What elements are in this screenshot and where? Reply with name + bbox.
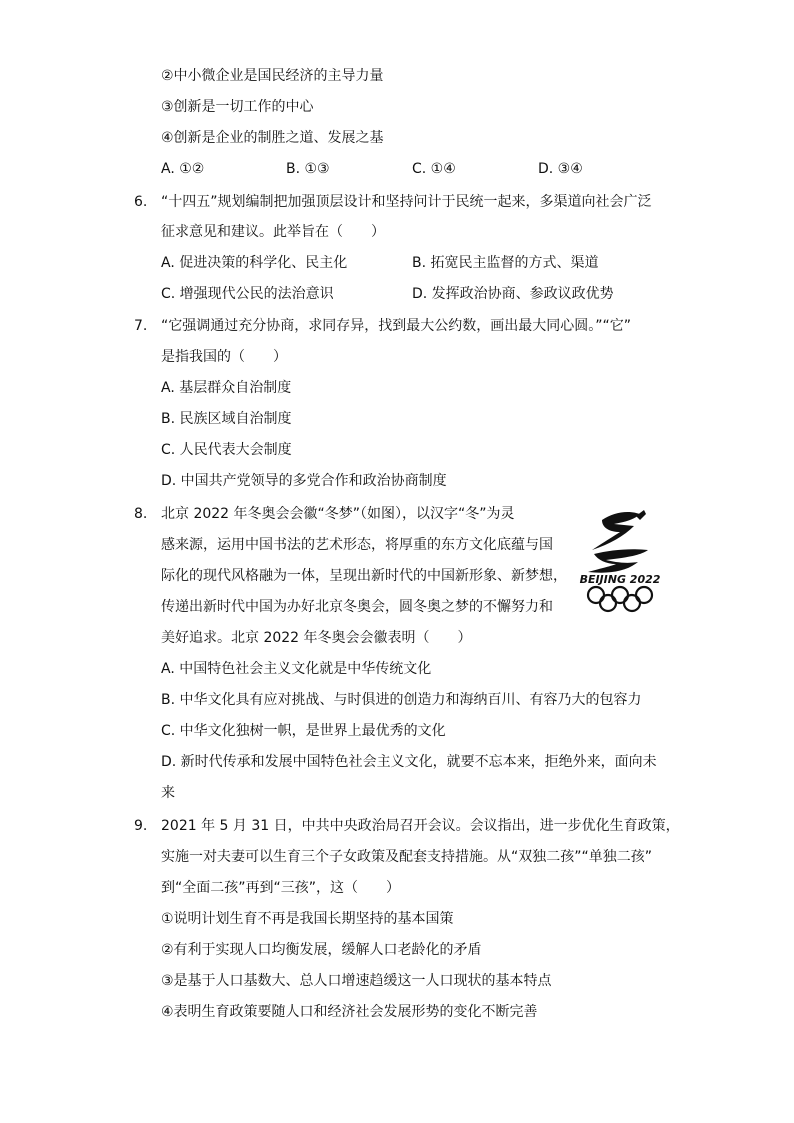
statement: ③是基于人口基数大、总人口增速趋缓这一人口现状的基本特点 xyxy=(161,973,552,989)
option-d: D. 中国共产党领导的多党合作和政治协商制度 xyxy=(161,473,447,489)
statement: ②中小微企业是国民经济的主导力量 xyxy=(161,68,384,84)
statement: ④创新是企业的制胜之道、发展之基 xyxy=(161,130,384,146)
option-b: B. 拓宽民主监督的方式、渠道 xyxy=(412,255,599,271)
question-stem: 是指我国的（ ） xyxy=(161,349,287,365)
option-d-continued: 来 xyxy=(161,785,175,801)
olympic-rings-icon xyxy=(588,587,652,611)
question-number: 6. xyxy=(134,194,148,210)
option-b: B. 中华文化具有应对挑战、与时俱进的创造力和海纳百川、有容乃大的包容力 xyxy=(161,692,642,708)
option-b: B. 民族区域自治制度 xyxy=(161,411,292,427)
question-stem: “它强调通过充分协商，求同存异，找到最大公约数，画出最大同心圆。”“它” xyxy=(161,318,632,334)
option-d: D. 发挥政治协商、参政议政优势 xyxy=(412,286,614,302)
question-stem: 2021 年 5 月 31 日，中共中央政治局召开会议。会议指出，进一步优化生育政策， xyxy=(161,818,680,834)
question-stem: 实施一对夫妻可以生育三个子女政策及配套支持措施。从“双独二孩”“单独二孩” xyxy=(161,849,653,865)
question-number: 7. xyxy=(134,318,148,334)
question-stem: 传递出新时代中国为办好北京冬奥会，圆冬奥之梦的不懈努力和 xyxy=(161,599,553,615)
option-d: D. ③④ xyxy=(538,161,583,177)
question-stem: 到“全面二孩”再到“三孩”，这（ ） xyxy=(161,880,401,896)
question-number: 8. xyxy=(134,506,148,522)
emblem-text: BEIJING 2022 xyxy=(579,573,661,586)
statement: ①说明计划生育不再是我国长期坚持的基本国策 xyxy=(161,911,454,927)
option-a: A. 基层群众自治制度 xyxy=(161,380,292,396)
question-number: 9. xyxy=(134,818,148,834)
emblem-dong-glyph xyxy=(588,510,648,573)
question-stem: 美好追求。北京 2022 年冬奥会会徽表明（ ） xyxy=(161,630,472,646)
option-d: D. 新时代传承和发展中国特色社会主义文化，就要不忘本来，拒绝外来，面向未 xyxy=(161,754,657,770)
option-c: C. 中华文化独树一帜，是世界上最优秀的文化 xyxy=(161,723,446,739)
statement: ④表明生育政策要随人口和经济社会发展形势的变化不断完善 xyxy=(161,1004,538,1020)
option-b: B. ①③ xyxy=(286,161,330,177)
option-c: C. 增强现代公民的法治意识 xyxy=(161,286,334,302)
question-stem: 感来源，运用中国书法的艺术形态，将厚重的东方文化底蕴与国 xyxy=(161,537,553,553)
question-stem: 际化的现代风格融为一体，呈现出新时代的中国新形象、新梦想， xyxy=(161,568,567,584)
option-c: C. 人民代表大会制度 xyxy=(161,442,292,458)
option-a: A. 促进决策的科学化、民主化 xyxy=(161,255,348,271)
option-a: A. 中国特色社会主义文化就是中华传统文化 xyxy=(161,661,432,677)
beijing-2022-emblem-image xyxy=(574,506,666,614)
question-stem: 北京 2022 年冬奥会会徽“冬梦”（如图），以汉字“冬”为灵 xyxy=(161,506,515,522)
option-c: C. ①④ xyxy=(412,161,456,177)
question-stem: 征求意见和建议。此举旨在（ ） xyxy=(161,224,385,240)
question-stem: “十四五”规划编制把加强顶层设计和坚持问计于民统一起来，多渠道向社会广泛 xyxy=(161,194,652,210)
statement: ②有利于实现人口均衡发展，缓解人口老龄化的矛盾 xyxy=(161,942,482,958)
statement: ③创新是一切工作的中心 xyxy=(161,99,314,115)
option-a: A. ①② xyxy=(161,161,205,177)
